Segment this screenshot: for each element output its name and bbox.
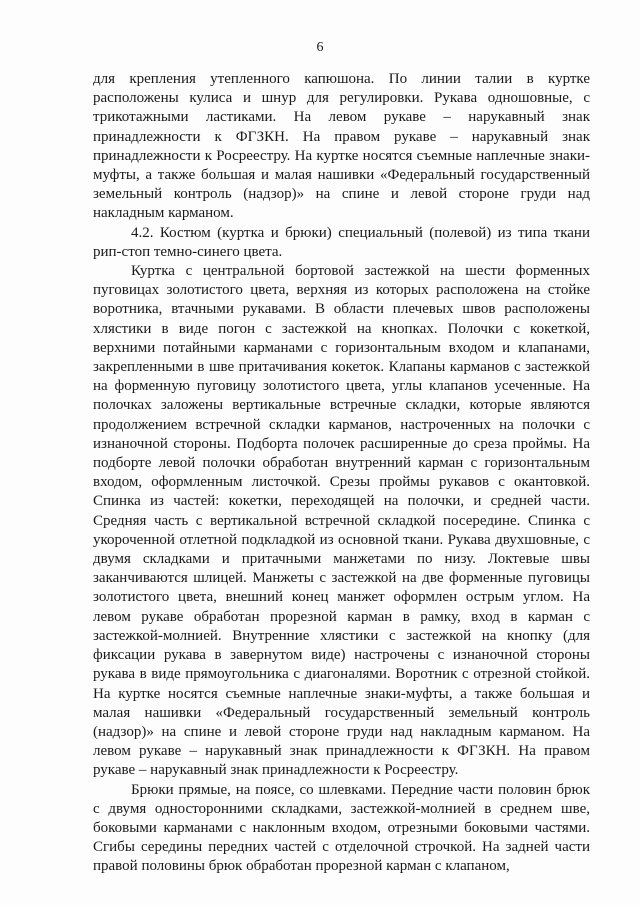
paragraph-section-4-2: 4.2. Костюм (куртка и брюки) специальный (полевой) из типа ткани рип-стоп темно-синего цвета.	[93, 224, 590, 260]
paragraph-trousers-description: Брюки прямые, на поясе, со шлевками. Передние части половин брюк с двумя односторонними складками, застежкой-молнией в среднем шве, боковыми карманами с наклонным входом, отрезными боковыми частями. Сгибы середины передних частей с отделочной строчкой. На задней части правой половины брюк обработан прорезной карман с клапаном,	[93, 781, 590, 875]
page-number: 6	[316, 40, 324, 55]
paragraph-hood-and-sleeves: для крепления утепленного капюшона. По линии талии в куртке расположены кулиса и шнур для регулировки. Рукава одношовные, с трикотажными ластиками. На левом рукаве – нарукавный знак принадлежности к ФГЗКН. На правом рукаве – нарукавный знак принадлежности к Росреестру. На куртке носятся съемные наплечные знаки-муфты, а также большая и малая нашивки «Федеральный государственный земельный контроль (надзор)» на спине и левой стороне груди над накладным карманом.	[93, 71, 590, 222]
body-text	[93, 70, 590, 877]
paragraph-jacket-description: Куртка с центральной бортовой застежкой на шести форменных пуговицах золотистого цвета, верхняя из которых расположена на стойке воротника, втачными рукавами. В области плечевых швов расположены хлястики в виде погон с застежкой на кнопках. Полочки с кокеткой, верхними потайными карманами с горизонтальным входом и клапанами, закрепленными в шве притачивания кокеток. Клапаны карманов с застежкой на форменную пуговицу золотистого цвета, углы клапанов усеченные. На полочках заложены вертикальные встречные складки, которые являются продолжением встречной складки карманов, настроченных на полочки с изнаночной стороны. Подборта полочек расширенные до среза проймы. На подборте левой полочки обработан внутренний карман с горизонтальным входом, оформленным листочкой. Срезы проймы рукавов с окантовкой. Спинка из частей: кокетки, переходящей на полочки, и средней части. Средняя часть с вертикальной встречной складкой посередине. Спинка с укороченной отлетной подкладкой из основной ткани. Рукава двухшовные, с двумя складками и притачными манжетами по низу. Локтевые швы заканчиваются шлицей. Манжеты с застежкой на две форменные пуговицы золотистого цвета, внешний конец манжет оформлен острым углом. На левом рукаве обработан прорезной карман в рамку, вход в карман с застежкой-молнией. Внутренние хлястики с застежкой на кнопку (для фиксации рукава в завернутом виде) настрочены с изнаночной стороны рукава в виде прямоугольника с диагоналями. Воротник с отрезной стойкой. На куртке носятся съемные наплечные знаки-муфты, а также большая и малая нашивки «Федеральный государственный земельный контроль (надзор)» на спине и левой стороне груди над накладным карманом. На левом рукаве – нарукавный знак принадлежности к ФГЗКН. На правом рукаве – нарукавный знак принадлежности к Росреестру.	[93, 263, 590, 779]
